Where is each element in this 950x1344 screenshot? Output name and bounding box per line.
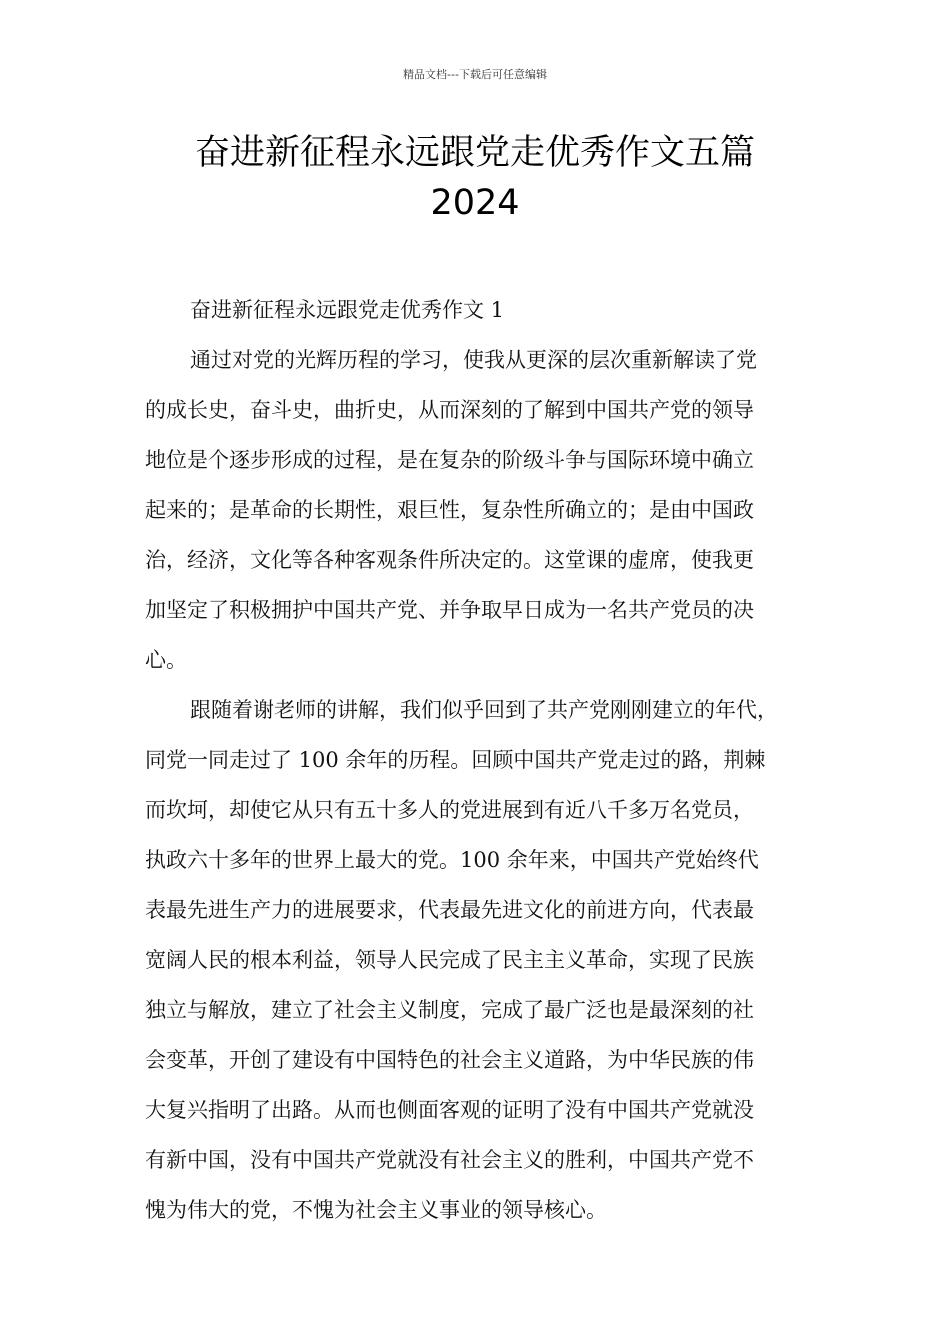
paragraph-line: 独立与解放，建立了社会主义制度，完成了最广泛也是最深刻的社 <box>145 998 754 1022</box>
paragraph-line: 而坎坷，却使它从只有五十多人的党进展到有近八千多万名党员， <box>145 798 754 822</box>
title-line: 奋进新征程永远跟党走优秀作文五篇 <box>194 133 755 173</box>
paragraph-line: 地位是个逐步形成的过程，是在复杂的阶级斗争与国际环境中确立 <box>145 448 754 472</box>
paragraph-line: 大复兴指明了出路。从而也侧面客观的证明了没有中国共产党就没 <box>145 1098 754 1122</box>
paragraph-line: 会变革，开创了建设有中国特色的社会主义道路，为中华民族的伟 <box>145 1048 754 1072</box>
document-body <box>145 285 825 1235</box>
header-note: 精品文档---下载后可任意编辑 <box>403 68 547 81</box>
paragraph-line: 治，经济，文化等各种客观条件所决定的。这堂课的虚席，使我更 <box>145 548 754 572</box>
paragraph-line: 表最先进生产力的进展要求，代表最先进文化的前进方向，代表最 <box>145 898 754 922</box>
section-heading-text: 奋进新征程永远跟党走优秀作文 1 <box>190 298 505 322</box>
paragraph-line: 宽阔人民的根本利益，领导人民完成了民主主义革命，实现了民族 <box>145 948 754 972</box>
paragraph-2 <box>145 685 825 1235</box>
paragraph-line: 执政六十多年的世界上最大的党。100 余年来，中国共产党始终代 <box>145 848 759 872</box>
title-line: 2024 <box>430 183 520 223</box>
document-title <box>120 128 830 228</box>
paragraph-line: 愧为伟大的党，不愧为社会主义事业的领导核心。 <box>145 1198 607 1222</box>
paragraph-line: 通过对党的光辉历程的学习，使我从更深的层次重新解读了党 <box>190 348 757 372</box>
section-heading <box>145 285 825 335</box>
paragraph-line: 加坚定了积极拥护中国共产党、并争取早日成为一名共产党员的决 <box>145 598 754 622</box>
paragraph-line: 跟随着谢老师的讲解，我们似乎回到了共产党刚刚建立的年代， <box>190 698 778 722</box>
paragraph-line: 同党一同走过了 100 余年的历程。回顾中国共产党走过的路，荆棘 <box>145 748 766 772</box>
paragraph-line: 心。 <box>145 648 187 672</box>
paragraph-line: 有新中国，没有中国共产党就没有社会主义的胜利，中国共产党不 <box>145 1148 754 1172</box>
paragraph-line: 的成长史，奋斗史，曲折史，从而深刻的了解到中国共产党的领导 <box>145 398 754 422</box>
paragraph-line: 起来的；是革命的长期性，艰巨性，复杂性所确立的；是由中国政 <box>145 498 754 522</box>
paragraph-1 <box>145 335 825 685</box>
